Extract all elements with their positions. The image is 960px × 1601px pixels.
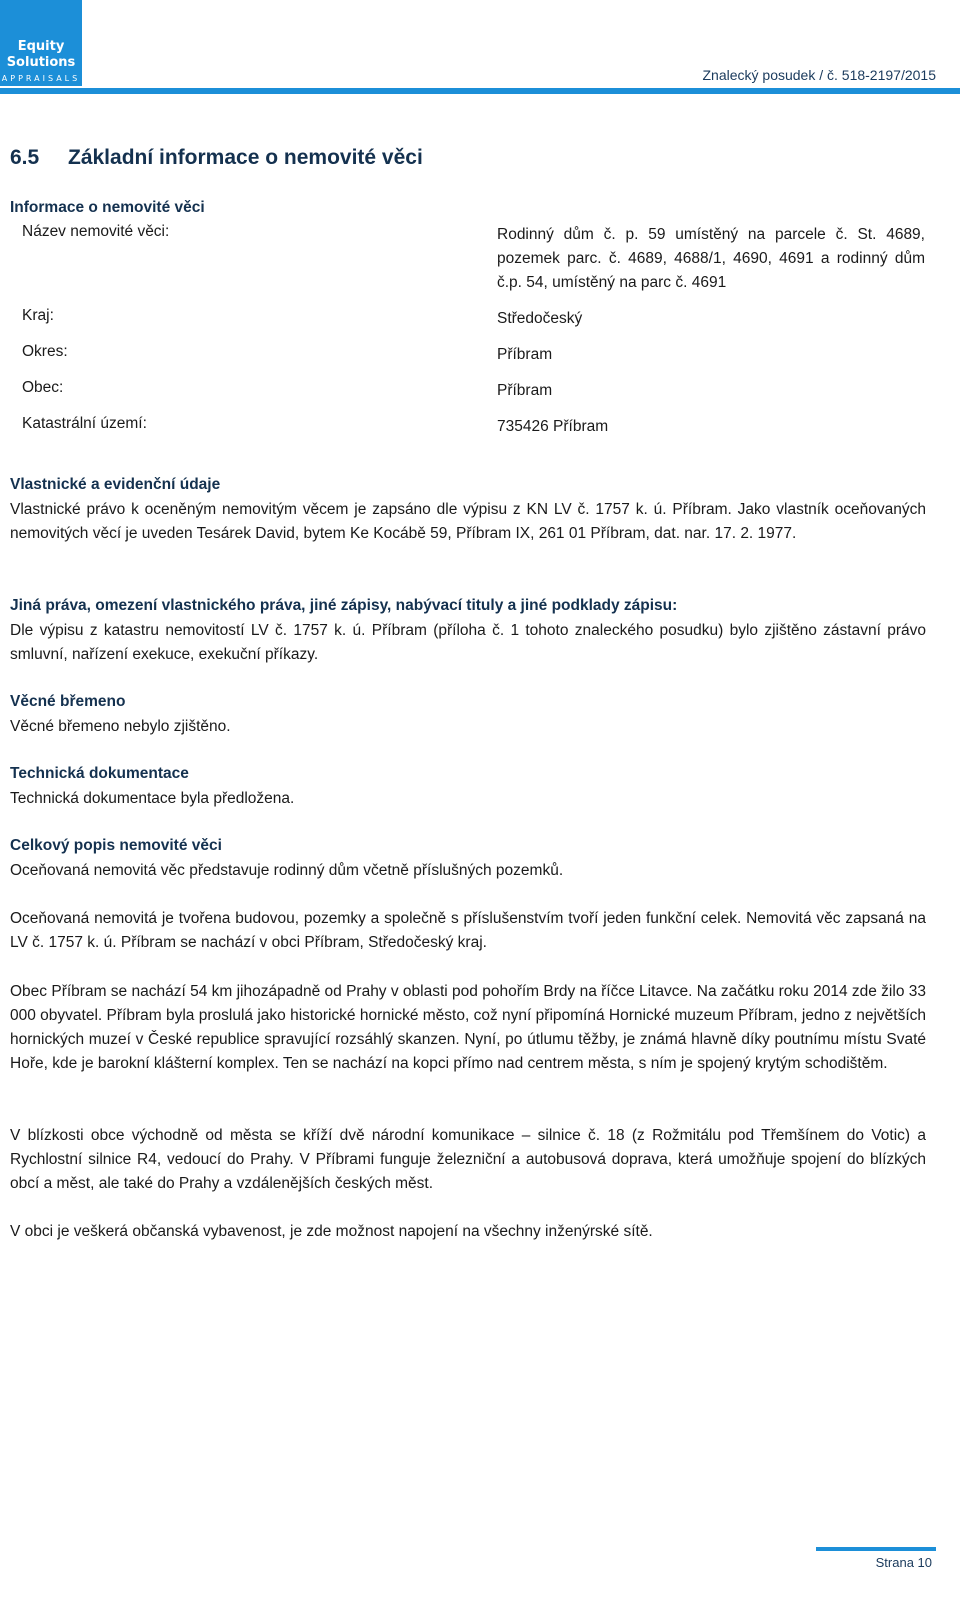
info-heading: Informace o nemovité věci	[10, 199, 205, 216]
paragraph-transport: V blízkosti obce východně od města se kříží dvě národní komunikace – silnice č. 18 (z Rožmitálu pod Třemšínem do Votic) a Rychlostní silnice R4, vedoucí do Prahy. V Příbrami funguje železniční a autobusová doprava, která umožňuje spojení do blízkých obcí a měst, ale také do Prahy a vzdálenějších českých měst.	[10, 1127, 926, 1192]
info-value-name: Rodinný dům č. p. 59 umístěný na parcele č. St. 4689, pozemek parc. č. 4689, 4688/1, 4690, 4691 a rodinný dům č.p. 54, umístěný na parc č. 4691	[497, 226, 925, 291]
header-divider	[0, 88, 960, 94]
logo-line3: APPRAISALS	[1, 74, 81, 83]
rights-heading: Jiná práva, omezení vlastnického práva, jiné zápisy, nabývací tituly a jiné podklady zápisu:	[10, 597, 678, 614]
section-title	[10, 146, 423, 170]
section-title-text: Základní informace o nemovité věci	[68, 146, 423, 169]
info-value-municipality: Příbram	[497, 382, 553, 399]
easement-text: Věcné břemeno nebylo zjištěno.	[10, 718, 231, 735]
company-logo	[0, 0, 82, 86]
ownership-text: Vlastnické právo k oceněným nemovitým věcem je zapsáno dle výpisu z KN LV č. 1757 k. ú. Příbram. Jako vlastník oceňovaných nemovitých věcí je uveden Tesárek David, bytem Ke Kocábě 59, Příbram IX, 261 01 Příbram, dat. nar. 17. 2. 1977.	[10, 501, 926, 542]
ownership-heading: Vlastnické a evidenční údaje	[10, 476, 221, 493]
page-number: Strana 10	[875, 1555, 932, 1570]
paragraph-amenities: V obci je veškerá občanská vybavenost, je zde možnost napojení na všechny inženýrské sítě.	[10, 1223, 653, 1240]
footer-divider	[816, 1547, 936, 1551]
section-number: 6.5	[10, 146, 40, 169]
rights-text: Dle výpisu z katastru nemovitostí LV č. 1757 k. ú. Příbram (příloha č. 1 tohoto znaleckého posudku) bylo zjištěno zástavní právo smluvní, nařízení exekuce, exekuční příkazy.	[10, 622, 926, 663]
info-value-district: Příbram	[497, 346, 553, 363]
easement-heading: Věcné břemeno	[10, 693, 126, 710]
description-heading: Celkový popis nemovité věci	[10, 837, 222, 854]
info-label-district: Okres:	[22, 343, 68, 360]
logo-line2: Solutions	[6, 55, 76, 70]
technical-doc-heading: Technická dokumentace	[10, 765, 189, 782]
paragraph-property: Oceňovaná nemovitá je tvořena budovou, pozemky a společně s příslušenstvím tvoří jeden funkční celek. Nemovitá věc zapsaná na LV č. 1757 k. ú. Příbram se nachází v obci Příbram, Středočeský kraj.	[10, 910, 926, 951]
info-label-cadastral: Katastrální území:	[22, 415, 147, 432]
info-value-region: Středočeský	[497, 310, 583, 327]
info-label-municipality: Obec:	[22, 379, 64, 396]
document-reference: Znalecký posudek / č. 518-2197/2015	[702, 67, 936, 83]
logo-line1: Equity	[17, 39, 65, 54]
description-text: Oceňovaná nemovitá věc představuje rodinný dům včetně příslušných pozemků.	[10, 862, 564, 879]
technical-doc-text: Technická dokumentace byla předložena.	[10, 790, 295, 807]
paragraph-town: Obec Příbram se nachází 54 km jihozápadně od Prahy v oblasti pod pohořím Brdy na říčce Litavce. Na začátku roku 2014 zde žilo 33 000 obyvatel. Příbram byla proslulá jako historické hornické město, což nyní připomíná Hornické muzeum Příbram, jedno z největších hornických muzeí v České republice spravující rozsáhlý skanzen. Nyní, po útlumu těžby, je známá hlavně díky poutnímu místu Svaté Hoře, kde je barokní klášterní komplex. Ten se nachází na kopci přímo nad centrem města, s ním je spojený krytým schodištěm.	[10, 983, 926, 1072]
info-value-cadastral: 735426 Příbram	[497, 418, 609, 435]
info-label-name: Název nemovité věci:	[22, 223, 170, 240]
info-label-region: Kraj:	[22, 307, 54, 324]
